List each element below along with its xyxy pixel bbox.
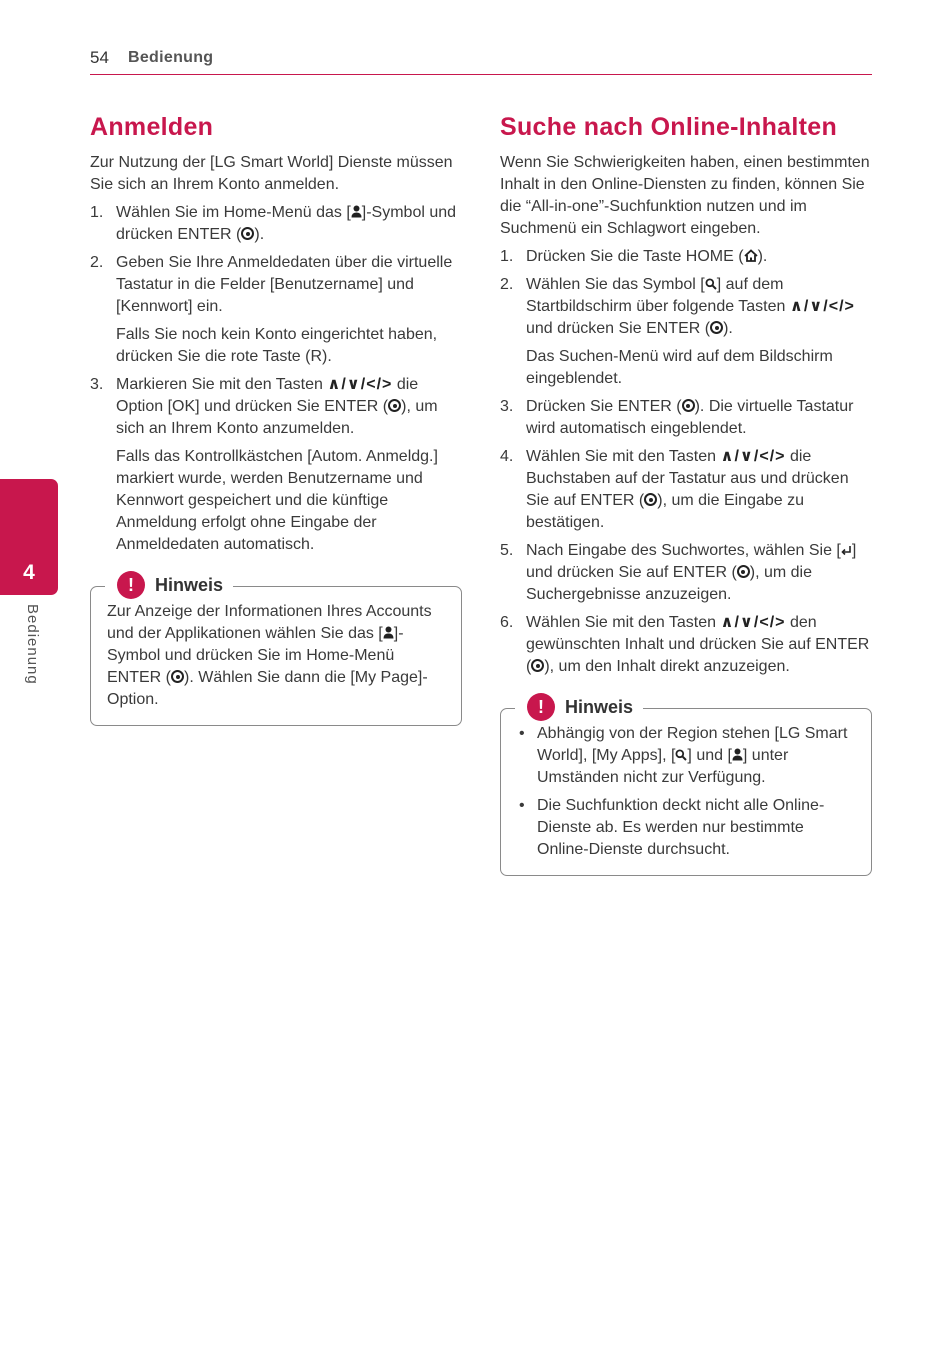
- note-box: [90, 574, 462, 726]
- chapter-label: Bedienung: [24, 604, 41, 685]
- note-title: Hinweis: [155, 574, 224, 595]
- step-text: ), um sich an Ihrem Konto anzumelden.: [116, 398, 438, 437]
- intro-text: Wenn Sie Schwierigkeiten haben, einen bestimmten Inhalt in den Online-Diensten zu finden, können Sie die “All-in-one”-Suchfunktion nutzen und im Suchmenü ein Schlagwort eingeben.: [500, 154, 870, 237]
- enter-icon: [171, 670, 184, 683]
- left-column: [90, 112, 462, 726]
- note-header: [515, 693, 643, 721]
- step-text: Wählen Sie mit den Tasten: [526, 614, 721, 631]
- list-item: [517, 795, 857, 861]
- step-number: 3.: [90, 376, 104, 393]
- step-text: ]-Symbol und drücken ENTER (: [116, 204, 457, 243]
- enter-icon: [388, 399, 401, 412]
- step-number: 6.: [500, 614, 514, 631]
- step-text: ), um die Eingabe zu bestätigen.: [526, 492, 805, 531]
- step-text: die Option [OK] und drücken Sie ENTER (: [116, 376, 419, 415]
- step-text: Drücken Sie die Taste HOME (: [526, 248, 744, 265]
- note-text-part: ]-Symbol und drücken Sie im Home-Menü ENTER (: [107, 625, 404, 686]
- enter-icon: [531, 659, 544, 672]
- note-text-part: ] und [: [687, 747, 732, 764]
- step-text: ), um den Inhalt direkt anzuzeigen.: [544, 658, 790, 675]
- section-heading-anmelden: Anmelden: [90, 113, 214, 141]
- user-icon: [351, 205, 362, 218]
- step-text: ).: [757, 248, 768, 265]
- arrow-keys: ∧/∨/</>: [720, 614, 786, 631]
- note-header: [105, 571, 233, 599]
- step-text: ). Die virtuelle Tastatur wird automatisch eingeblendet.: [526, 398, 854, 437]
- page-number: 54: [90, 48, 109, 67]
- enter-icon: [241, 227, 254, 240]
- enter-icon: [682, 399, 695, 412]
- list-item: [90, 202, 462, 246]
- chapter-tab: [0, 479, 58, 595]
- arrow-keys: ∧/∨/</>: [720, 448, 786, 465]
- arrow-keys: ∧/∨/</>: [789, 298, 855, 315]
- search-icon: [705, 278, 717, 290]
- step-text: ), um die Suchergebnisse anzuzeigen.: [526, 564, 813, 603]
- chapter-number: 4: [23, 561, 35, 584]
- step-text: Geben Sie Ihre Anmeldedaten über die virtuelle Tastatur in die Felder [Benutzername] und [Kennwort] ein.: [116, 254, 453, 315]
- step-text: ).: [254, 226, 265, 243]
- search-icon: [675, 749, 687, 761]
- step-number: 2.: [90, 254, 104, 271]
- bullet-icon: •: [519, 797, 525, 814]
- step-text: die Buchstaben auf der Tastatur aus und drücken Sie auf ENTER (: [526, 448, 849, 509]
- steps-list: [90, 202, 462, 556]
- step-subtext: Falls Sie noch kein Konto eingerichtet haben, drücken Sie die rote Taste (R).: [116, 326, 438, 365]
- exclamation-icon: !: [117, 571, 145, 599]
- note-title: Hinweis: [565, 696, 634, 717]
- step-text: und drücken Sie ENTER (: [526, 320, 711, 337]
- right-column: [500, 112, 872, 876]
- step-subtext: Falls das Kontrollkästchen [Autom. Anmeldg.] markiert wurde, werden Benutzername und Kennwort gespeichert und die künftige Anmeldung erfolgt ohne Eingabe der Anmeldedaten automatisch.: [116, 448, 438, 553]
- section-title: Bedienung: [128, 49, 214, 66]
- bullet-icon: •: [519, 725, 525, 742]
- list-item: [500, 274, 872, 390]
- list-item: [500, 540, 872, 606]
- user-icon: [732, 748, 743, 761]
- enter-icon: [710, 321, 723, 334]
- step-text: ] und drücken Sie auf ENTER (: [526, 542, 857, 581]
- page-header: [90, 48, 872, 75]
- user-icon: [383, 626, 394, 639]
- step-text: ).: [723, 320, 733, 337]
- exclamation-icon: !: [527, 693, 555, 721]
- enter-icon: [737, 565, 750, 578]
- step-text: Wählen Sie mit den Tasten: [526, 448, 721, 465]
- step-text: Markieren Sie mit den Tasten: [116, 376, 328, 393]
- arrow-keys: ∧/∨/</>: [327, 376, 393, 393]
- step-number: 5.: [500, 542, 514, 559]
- step-subtext: Das Suchen-Menü wird auf dem Bildschirm eingeblendet.: [526, 348, 833, 387]
- steps-list: [500, 246, 872, 678]
- list-item: [517, 723, 857, 789]
- step-number: 4.: [500, 448, 514, 465]
- note-text: [107, 601, 447, 711]
- step-number: 1.: [90, 204, 104, 221]
- note-text-part: Die Suchfunktion deckt nicht alle Online-Dienste ab. Es werden nur bestimmte Online-Dienste durchsucht.: [537, 797, 825, 858]
- list-item: [90, 374, 462, 556]
- note-box: [500, 696, 872, 876]
- home-icon: [744, 249, 758, 262]
- step-text: den gewünschten Inhalt und drücken Sie auf ENTER (: [526, 614, 870, 675]
- list-item: [500, 446, 872, 534]
- list-item: [500, 396, 872, 440]
- note-text-part: Zur Anzeige der Informationen Ihres Accounts und der Applikationen wählen Sie das [: [107, 603, 432, 642]
- step-text: Wählen Sie im Home-Menü das [: [116, 204, 351, 221]
- enter-icon: [644, 493, 657, 506]
- step-number: 2.: [500, 276, 514, 293]
- note-list: [517, 723, 857, 861]
- list-item: [500, 612, 872, 678]
- step-text: Drücken Sie ENTER (: [526, 398, 682, 415]
- section-heading-suche: Suche nach Online-Inhalten: [500, 113, 838, 141]
- intro-text: Zur Nutzung der [LG Smart World] Dienste müssen Sie sich an Ihrem Konto anmelden.: [90, 154, 453, 193]
- note-text-part: ). Wählen Sie dann die [My Page]-Option.: [107, 669, 428, 708]
- list-item: [90, 252, 462, 368]
- note-text-part: ] unter Umständen nicht zur Verfügung.: [537, 747, 789, 786]
- step-number: 3.: [500, 398, 514, 415]
- list-item: [500, 246, 872, 268]
- step-text: Nach Eingabe des Suchwortes, wählen Sie [: [526, 542, 841, 559]
- note-text-part: Abhängig von der Region stehen [LG Smart World], [My Apps], [: [537, 725, 848, 764]
- return-icon: [841, 545, 852, 556]
- step-number: 1.: [500, 248, 514, 265]
- step-text: ] auf dem Startbildschirm über folgende Tasten: [526, 276, 790, 315]
- step-text: Wählen Sie das Symbol [: [526, 276, 705, 293]
